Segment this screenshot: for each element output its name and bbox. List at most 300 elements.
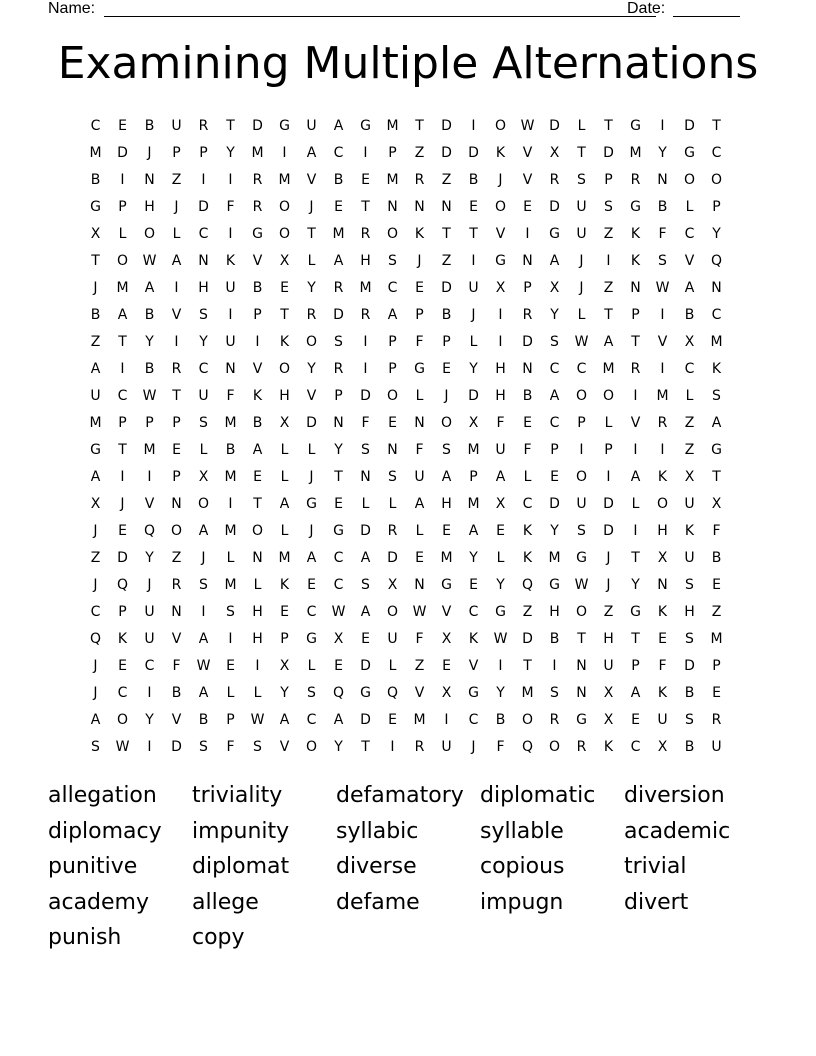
grid-letter[interactable]: U (468, 279, 479, 296)
grid-letter[interactable]: Y (550, 522, 559, 539)
grid-letter[interactable]: E (442, 522, 451, 539)
grid-letter[interactable]: B (522, 387, 533, 404)
grid-letter[interactable]: S (199, 306, 208, 323)
grid-letter[interactable]: Y (307, 279, 316, 296)
grid-letter[interactable]: J (174, 198, 179, 215)
grid-letter[interactable]: L (199, 441, 208, 458)
grid-letter[interactable]: A (333, 117, 344, 134)
grid-letter[interactable]: E (550, 468, 559, 485)
grid-letter[interactable]: W (520, 117, 535, 134)
grid-letter[interactable]: P (550, 441, 559, 458)
grid-letter[interactable]: L (280, 441, 289, 458)
grid-letter[interactable]: V (522, 171, 533, 188)
grid-letter[interactable]: T (469, 225, 478, 242)
grid-letter[interactable]: P (172, 144, 181, 161)
grid-letter[interactable]: M (89, 144, 102, 161)
grid-letter[interactable]: Q (521, 738, 534, 755)
grid-letter[interactable]: M (278, 171, 291, 188)
grid-letter[interactable]: J (498, 171, 503, 188)
grid-letter[interactable]: D (171, 738, 182, 755)
grid-letter[interactable]: A (198, 522, 209, 539)
grid-letter[interactable]: M (467, 495, 480, 512)
grid-letter[interactable]: E (442, 657, 451, 674)
grid-letter[interactable]: Y (496, 684, 505, 701)
grid-letter[interactable]: V (522, 144, 533, 161)
grid-letter[interactable]: D (549, 495, 560, 512)
grid-letter[interactable]: I (390, 738, 395, 755)
grid-letter[interactable]: S (199, 738, 208, 755)
grid-letter[interactable]: K (279, 333, 290, 350)
grid-letter[interactable]: I (471, 117, 476, 134)
grid-letter[interactable]: X (684, 333, 695, 350)
grid-letter[interactable]: N (657, 576, 668, 593)
grid-letter[interactable]: Z (90, 549, 101, 566)
grid-letter[interactable]: T (172, 387, 181, 404)
grid-letter[interactable]: I (552, 657, 557, 674)
grid-letter[interactable]: E (253, 468, 262, 485)
grid-letter[interactable]: I (201, 603, 206, 620)
grid-letter[interactable]: I (282, 144, 287, 161)
grid-letter[interactable]: D (684, 657, 695, 674)
grid-letter[interactable]: P (226, 711, 235, 728)
grid-letter[interactable]: O (386, 603, 399, 620)
grid-letter[interactable]: D (360, 711, 371, 728)
grid-letter[interactable]: U (90, 387, 101, 404)
grid-letter[interactable]: M (116, 279, 129, 296)
grid-letter[interactable]: U (495, 441, 506, 458)
grid-letter[interactable]: N (387, 441, 398, 458)
grid-letter[interactable]: R (414, 738, 425, 755)
grid-letter[interactable]: X (603, 711, 614, 728)
grid-letter[interactable]: N (441, 198, 452, 215)
grid-letter[interactable]: M (224, 522, 237, 539)
grid-letter[interactable]: Y (712, 225, 721, 242)
grid-letter[interactable]: D (117, 549, 128, 566)
grid-letter[interactable]: N (711, 279, 722, 296)
grid-letter[interactable]: M (224, 414, 237, 431)
grid-letter[interactable]: T (253, 495, 262, 512)
grid-letter[interactable]: O (386, 387, 399, 404)
grid-letter[interactable]: T (577, 630, 586, 647)
grid-letter[interactable]: Z (441, 252, 452, 269)
grid-letter[interactable]: K (252, 387, 263, 404)
grid-letter[interactable]: F (415, 441, 424, 458)
grid-letter[interactable]: G (441, 576, 452, 593)
grid-letter[interactable]: O (575, 387, 588, 404)
grid-letter[interactable]: U (414, 468, 425, 485)
grid-letter[interactable]: K (603, 738, 614, 755)
grid-letter[interactable]: Z (171, 171, 182, 188)
grid-letter[interactable]: Q (143, 522, 156, 539)
grid-letter[interactable]: X (495, 495, 506, 512)
grid-letter[interactable]: T (712, 468, 721, 485)
grid-letter[interactable]: I (660, 306, 665, 323)
grid-letter[interactable]: J (417, 252, 422, 269)
grid-letter[interactable]: Y (226, 144, 235, 161)
grid-letter[interactable]: B (90, 306, 101, 323)
grid-letter[interactable]: S (604, 198, 613, 215)
grid-letter[interactable]: G (414, 360, 425, 377)
grid-letter[interactable]: Z (603, 603, 614, 620)
grid-letter[interactable]: T (604, 306, 613, 323)
grid-letter[interactable]: C (90, 603, 101, 620)
grid-letter[interactable]: I (201, 171, 206, 188)
grid-letter[interactable]: T (577, 144, 586, 161)
grid-letter[interactable]: A (306, 144, 317, 161)
grid-letter[interactable]: J (606, 576, 611, 593)
grid-letter[interactable]: I (660, 441, 665, 458)
grid-letter[interactable]: T (631, 549, 640, 566)
grid-letter[interactable]: J (147, 144, 152, 161)
grid-letter[interactable]: S (334, 333, 343, 350)
grid-letter[interactable]: A (387, 306, 398, 323)
grid-letter[interactable]: Z (441, 171, 452, 188)
grid-letter[interactable]: C (684, 360, 695, 377)
grid-letter[interactable]: X (441, 630, 452, 647)
grid-letter[interactable]: X (603, 684, 614, 701)
grid-letter[interactable]: D (360, 387, 371, 404)
grid-letter[interactable]: L (685, 198, 694, 215)
grid-letter[interactable]: H (657, 522, 668, 539)
grid-letter[interactable]: I (228, 225, 233, 242)
grid-letter[interactable]: O (116, 252, 129, 269)
grid-letter[interactable]: E (469, 576, 478, 593)
grid-letter[interactable]: W (331, 603, 346, 620)
grid-letter[interactable]: M (224, 576, 237, 593)
grid-letter[interactable]: A (198, 684, 209, 701)
grid-letter[interactable]: I (174, 333, 179, 350)
grid-letter[interactable]: I (147, 684, 152, 701)
grid-letter[interactable]: L (604, 414, 613, 431)
name-field[interactable] (104, 0, 656, 17)
grid-letter[interactable]: L (388, 657, 397, 674)
grid-letter[interactable]: X (657, 738, 668, 755)
grid-letter[interactable]: P (388, 144, 397, 161)
grid-letter[interactable]: P (118, 414, 127, 431)
grid-letter[interactable]: J (93, 657, 98, 674)
grid-letter[interactable]: D (603, 522, 614, 539)
grid-letter[interactable]: X (90, 225, 101, 242)
grid-letter[interactable]: H (495, 387, 506, 404)
grid-letter[interactable]: O (278, 198, 291, 215)
grid-letter[interactable]: F (523, 441, 532, 458)
grid-letter[interactable]: Z (603, 279, 614, 296)
grid-letter[interactable]: G (252, 225, 263, 242)
grid-letter[interactable]: F (226, 198, 235, 215)
grid-letter[interactable]: G (360, 117, 371, 134)
grid-letter[interactable]: J (444, 387, 449, 404)
grid-letter[interactable]: M (332, 225, 345, 242)
grid-letter[interactable]: E (172, 441, 181, 458)
grid-letter[interactable]: L (415, 522, 424, 539)
grid-letter[interactable]: K (414, 225, 425, 242)
grid-letter[interactable]: L (577, 306, 586, 323)
grid-letter[interactable]: I (444, 711, 449, 728)
grid-letter[interactable]: P (712, 198, 721, 215)
grid-letter[interactable]: B (171, 684, 182, 701)
grid-letter[interactable]: Z (711, 603, 722, 620)
grid-letter[interactable]: I (363, 144, 368, 161)
grid-letter[interactable]: U (576, 198, 587, 215)
grid-letter[interactable]: L (523, 468, 532, 485)
grid-letter[interactable]: X (279, 657, 290, 674)
grid-letter[interactable]: B (684, 738, 695, 755)
grid-letter[interactable]: C (468, 603, 479, 620)
grid-letter[interactable]: M (710, 630, 723, 647)
grid-letter[interactable]: L (388, 495, 397, 512)
grid-letter[interactable]: G (360, 684, 371, 701)
grid-letter[interactable]: F (226, 387, 235, 404)
grid-letter[interactable]: M (386, 171, 399, 188)
grid-letter[interactable]: L (253, 684, 262, 701)
grid-letter[interactable]: R (711, 711, 722, 728)
grid-letter[interactable]: A (117, 306, 128, 323)
grid-letter[interactable]: Q (521, 576, 534, 593)
grid-letter[interactable]: P (280, 630, 289, 647)
grid-letter[interactable]: P (172, 414, 181, 431)
grid-letter[interactable]: D (441, 144, 452, 161)
grid-letter[interactable]: J (606, 549, 611, 566)
grid-letter[interactable]: X (657, 549, 668, 566)
grid-letter[interactable]: O (143, 225, 156, 242)
grid-letter[interactable]: I (498, 306, 503, 323)
grid-letter[interactable]: R (360, 225, 371, 242)
grid-letter[interactable]: O (521, 711, 534, 728)
grid-letter[interactable]: V (252, 252, 263, 269)
grid-letter[interactable]: W (196, 657, 211, 674)
grid-letter[interactable]: V (495, 225, 506, 242)
grid-letter[interactable]: D (522, 630, 533, 647)
grid-letter[interactable]: C (198, 360, 209, 377)
grid-letter[interactable]: R (387, 522, 398, 539)
grid-letter[interactable]: B (657, 198, 668, 215)
grid-letter[interactable]: T (604, 117, 613, 134)
grid-letter[interactable]: B (90, 171, 101, 188)
grid-letter[interactable]: S (658, 252, 667, 269)
grid-letter[interactable]: X (198, 468, 209, 485)
grid-letter[interactable]: B (441, 306, 452, 323)
grid-letter[interactable]: S (577, 171, 586, 188)
grid-letter[interactable]: U (603, 657, 614, 674)
grid-letter[interactable]: S (712, 387, 721, 404)
grid-letter[interactable]: T (226, 117, 235, 134)
grid-letter[interactable]: I (633, 441, 638, 458)
grid-letter[interactable]: T (361, 198, 370, 215)
grid-letter[interactable]: T (334, 468, 343, 485)
grid-letter[interactable]: X (279, 414, 290, 431)
grid-letter[interactable]: I (363, 360, 368, 377)
grid-letter[interactable]: J (93, 279, 98, 296)
grid-letter[interactable]: D (252, 117, 263, 134)
grid-letter[interactable]: W (250, 711, 265, 728)
grid-letter[interactable]: D (441, 117, 452, 134)
grid-letter[interactable]: G (576, 711, 587, 728)
grid-letter[interactable]: G (630, 603, 641, 620)
grid-letter[interactable]: A (279, 495, 290, 512)
grid-letter[interactable]: E (712, 576, 721, 593)
grid-letter[interactable]: Y (199, 333, 208, 350)
grid-letter[interactable]: Z (603, 225, 614, 242)
grid-letter[interactable]: N (144, 171, 155, 188)
grid-letter[interactable]: M (278, 549, 291, 566)
grid-letter[interactable]: O (305, 738, 318, 755)
grid-letter[interactable]: M (89, 414, 102, 431)
grid-letter[interactable]: M (440, 549, 453, 566)
grid-letter[interactable]: F (658, 225, 667, 242)
grid-letter[interactable]: M (656, 387, 669, 404)
grid-letter[interactable]: G (684, 144, 695, 161)
grid-letter[interactable]: Y (469, 360, 478, 377)
grid-letter[interactable]: U (198, 387, 209, 404)
grid-letter[interactable]: X (279, 252, 290, 269)
grid-letter[interactable]: R (333, 279, 344, 296)
grid-letter[interactable]: E (523, 198, 532, 215)
grid-letter[interactable]: F (496, 414, 505, 431)
grid-letter[interactable]: C (711, 306, 722, 323)
grid-letter[interactable]: O (197, 495, 210, 512)
grid-letter[interactable]: Z (522, 603, 533, 620)
grid-letter[interactable]: I (633, 387, 638, 404)
grid-letter[interactable]: K (522, 522, 533, 539)
grid-letter[interactable]: R (360, 306, 371, 323)
grid-letter[interactable]: D (468, 387, 479, 404)
grid-letter[interactable]: U (684, 495, 695, 512)
grid-letter[interactable]: U (441, 738, 452, 755)
grid-letter[interactable]: K (711, 360, 722, 377)
grid-letter[interactable]: I (228, 630, 233, 647)
grid-letter[interactable]: I (120, 468, 125, 485)
grid-letter[interactable]: B (144, 306, 155, 323)
grid-letter[interactable]: I (471, 252, 476, 269)
grid-letter[interactable]: E (631, 711, 640, 728)
grid-letter[interactable]: S (388, 468, 397, 485)
grid-letter[interactable]: K (630, 225, 641, 242)
grid-letter[interactable]: A (144, 279, 155, 296)
grid-letter[interactable]: R (414, 171, 425, 188)
grid-letter[interactable]: A (360, 603, 371, 620)
grid-letter[interactable]: S (253, 738, 262, 755)
grid-letter[interactable]: E (415, 549, 424, 566)
grid-letter[interactable]: O (710, 171, 723, 188)
grid-letter[interactable]: C (549, 414, 560, 431)
grid-letter[interactable]: J (93, 684, 98, 701)
grid-letter[interactable]: S (361, 441, 370, 458)
grid-letter[interactable]: O (116, 711, 129, 728)
grid-letter[interactable]: P (253, 306, 262, 323)
grid-letter[interactable]: D (441, 279, 452, 296)
grid-letter[interactable]: Z (90, 333, 101, 350)
grid-letter[interactable]: V (441, 603, 452, 620)
grid-letter[interactable]: R (171, 576, 182, 593)
grid-letter[interactable]: U (225, 279, 236, 296)
grid-letter[interactable]: M (467, 441, 480, 458)
grid-letter[interactable]: P (388, 333, 397, 350)
grid-letter[interactable]: Z (171, 549, 182, 566)
grid-letter[interactable]: R (549, 711, 560, 728)
grid-letter[interactable]: O (683, 171, 696, 188)
grid-letter[interactable]: Q (332, 684, 345, 701)
grid-letter[interactable]: N (522, 360, 533, 377)
grid-letter[interactable]: N (576, 657, 587, 674)
grid-letter[interactable]: L (577, 117, 586, 134)
grid-letter[interactable]: O (548, 738, 561, 755)
grid-letter[interactable]: C (333, 549, 344, 566)
grid-letter[interactable]: R (630, 171, 641, 188)
grid-letter[interactable]: K (225, 252, 236, 269)
grid-letter[interactable]: C (117, 684, 128, 701)
grid-letter[interactable]: N (387, 198, 398, 215)
grid-letter[interactable]: P (199, 144, 208, 161)
grid-letter[interactable]: U (684, 549, 695, 566)
grid-letter[interactable]: M (413, 711, 426, 728)
grid-letter[interactable]: E (118, 117, 127, 134)
grid-letter[interactable]: O (440, 414, 453, 431)
grid-letter[interactable]: M (629, 144, 642, 161)
grid-letter[interactable]: I (579, 441, 584, 458)
grid-letter[interactable]: P (631, 657, 640, 674)
grid-letter[interactable]: H (549, 603, 560, 620)
grid-letter[interactable]: T (118, 333, 127, 350)
grid-letter[interactable]: Q (89, 630, 102, 647)
grid-letter[interactable]: I (147, 738, 152, 755)
grid-letter[interactable]: D (603, 495, 614, 512)
grid-letter[interactable]: A (603, 333, 614, 350)
grid-letter[interactable]: R (522, 306, 533, 323)
grid-letter[interactable]: O (494, 117, 507, 134)
grid-letter[interactable]: E (118, 657, 127, 674)
grid-letter[interactable]: C (711, 144, 722, 161)
grid-letter[interactable]: X (549, 144, 560, 161)
grid-letter[interactable]: A (468, 522, 479, 539)
grid-letter[interactable]: A (333, 252, 344, 269)
grid-letter[interactable]: H (495, 360, 506, 377)
grid-letter[interactable]: X (684, 468, 695, 485)
grid-letter[interactable]: L (253, 576, 262, 593)
grid-letter[interactable]: K (117, 630, 128, 647)
grid-letter[interactable]: W (412, 603, 427, 620)
grid-letter[interactable]: N (252, 549, 263, 566)
grid-letter[interactable]: K (468, 630, 479, 647)
grid-letter[interactable]: H (252, 630, 263, 647)
grid-letter[interactable]: F (712, 522, 721, 539)
grid-letter[interactable]: A (441, 468, 452, 485)
grid-letter[interactable]: L (280, 468, 289, 485)
grid-letter[interactable]: L (307, 657, 316, 674)
grid-letter[interactable]: U (225, 333, 236, 350)
grid-letter[interactable]: C (549, 360, 560, 377)
grid-letter[interactable]: J (93, 576, 98, 593)
grid-letter[interactable]: J (471, 306, 476, 323)
grid-letter[interactable]: Z (414, 657, 425, 674)
grid-letter[interactable]: W (142, 252, 157, 269)
grid-letter[interactable]: C (387, 279, 398, 296)
grid-letter[interactable]: T (118, 441, 127, 458)
grid-letter[interactable]: C (198, 225, 209, 242)
grid-letter[interactable]: J (93, 522, 98, 539)
grid-letter[interactable]: E (496, 522, 505, 539)
grid-letter[interactable]: C (306, 711, 317, 728)
grid-letter[interactable]: E (712, 684, 721, 701)
grid-letter[interactable]: D (198, 198, 209, 215)
grid-letter[interactable]: C (576, 360, 587, 377)
grid-letter[interactable]: F (361, 414, 370, 431)
grid-letter[interactable]: N (414, 414, 425, 431)
grid-letter[interactable]: V (306, 171, 317, 188)
grid-letter[interactable]: O (575, 468, 588, 485)
grid-letter[interactable]: R (549, 171, 560, 188)
grid-letter[interactable]: S (199, 576, 208, 593)
grid-letter[interactable]: L (280, 522, 289, 539)
